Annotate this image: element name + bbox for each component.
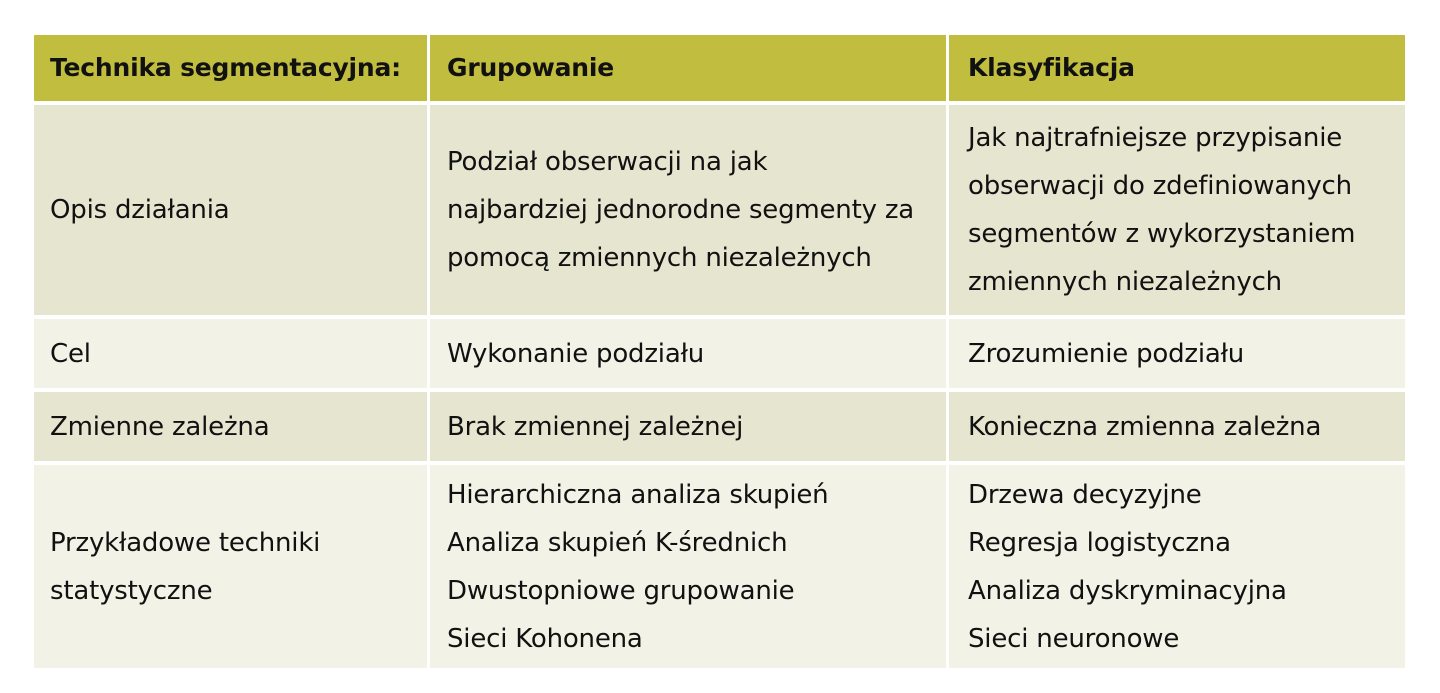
row-description-grouping-line-2: najbardziej jednorodne segmenty za: [447, 195, 915, 225]
row-techniques-grouping: [427, 465, 946, 668]
segmentation-comparison-table: [34, 35, 1405, 668]
header-grouping: Grupowanie: [427, 35, 946, 101]
row-description-classification-line-1: Jak najtrafniejsze przypisanie: [968, 123, 1343, 153]
header-classification: Klasyfikacja: [946, 35, 1405, 101]
row-goal-classification: Zrozumienie podziału: [946, 319, 1405, 388]
row-description-classification-line-2: obserwacji do zdefiniowanych: [968, 171, 1352, 201]
row-description-label-line: Opis działania: [50, 195, 230, 225]
row-techniques-grouping-item-4: Sieci Kohonena: [447, 623, 643, 654]
row-techniques-label-line-2: statystyczne: [50, 575, 213, 606]
header-technique: Technika segmentacyjna:: [34, 35, 427, 101]
row-techniques-grouping-item-2: Analiza skupień K-średnich: [447, 527, 788, 558]
row-techniques-classification-item-4: Sieci neuronowe: [968, 623, 1180, 654]
row-goal-grouping: Wykonanie podziału: [427, 319, 946, 388]
row-techniques-classification: [946, 465, 1405, 668]
row-techniques-label-line-1: Przykładowe techniki: [50, 527, 321, 558]
row-description-classification-line-3: segmentów z wykorzystaniem: [968, 219, 1356, 249]
row-description-grouping-line-3: pomocą zmiennych niezależnych: [447, 243, 872, 273]
row-dependent-variable-classification: Konieczna zmienna zależna: [946, 392, 1405, 461]
row-goal-label: Cel: [34, 319, 427, 388]
row-techniques-grouping-item-1: Hierarchiczna analiza skupień: [447, 479, 829, 510]
row-techniques-grouping-item-3: Dwustopniowe grupowanie: [447, 575, 795, 606]
row-techniques-classification-item-2: Regresja logistyczna: [968, 527, 1231, 558]
row-dependent-variable-grouping: Brak zmiennej zależnej: [427, 392, 946, 461]
row-description-grouping: [427, 105, 946, 315]
row-description-classification: [946, 105, 1405, 315]
row-techniques-label: [34, 465, 427, 668]
row-description-label: [34, 105, 427, 315]
row-description-classification-line-4: zmiennych niezależnych: [968, 267, 1282, 297]
row-dependent-variable-label: Zmienne zależna: [34, 392, 427, 461]
row-description-grouping-line-1: Podział obserwacji na jak: [447, 147, 768, 177]
row-techniques-classification-item-1: Drzewa decyzyjne: [968, 479, 1202, 510]
row-techniques-classification-item-3: Analiza dyskryminacyjna: [968, 575, 1287, 606]
